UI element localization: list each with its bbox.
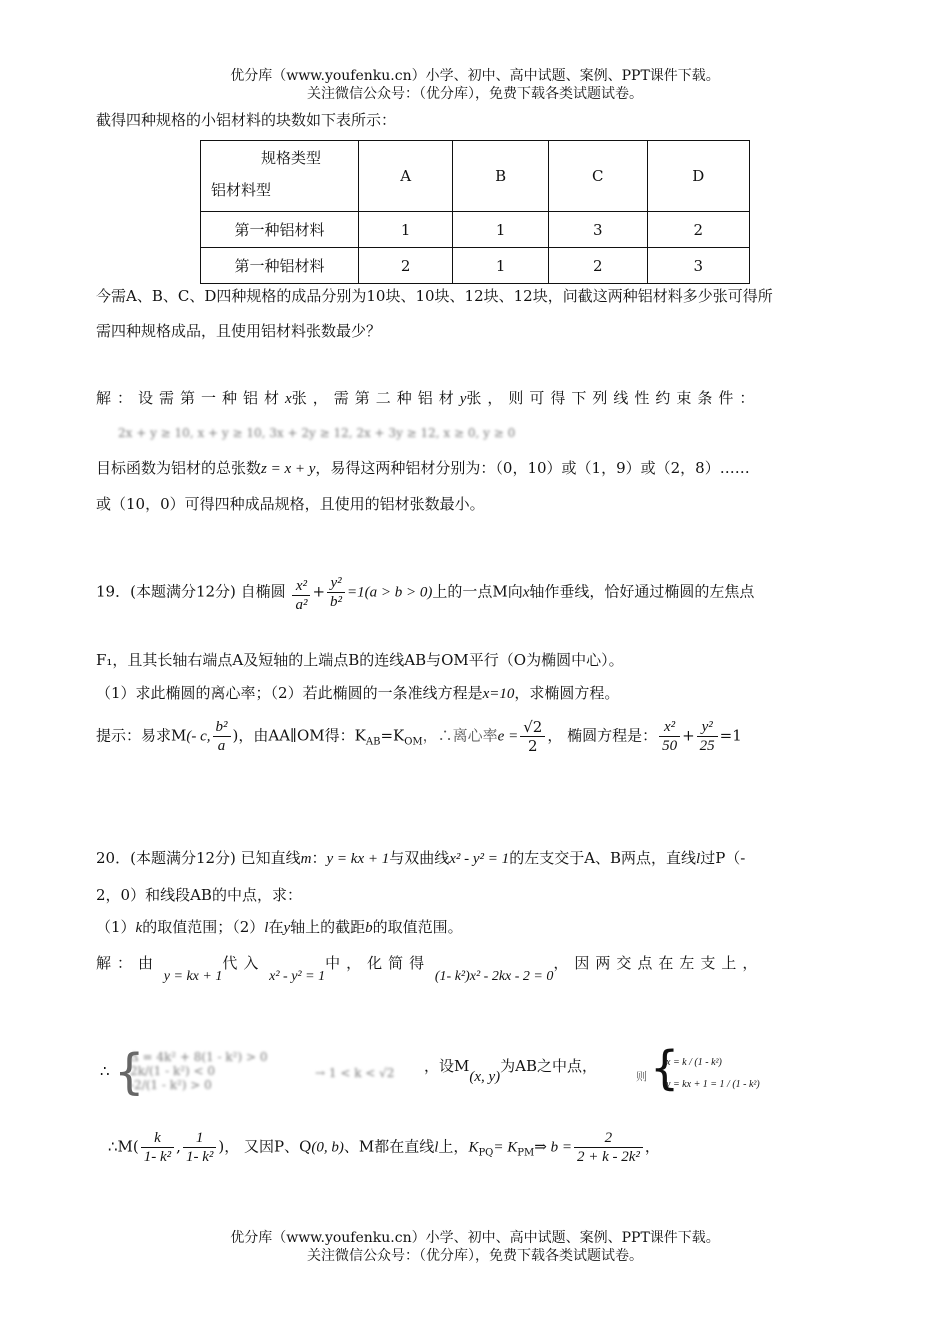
fraction-1 [183,1129,216,1166]
q19-line3-b: ，求椭圆方程。 [514,684,620,702]
obj-text-2: ，易得这两种铝材分别为：（0，10）或（1，9）或（2，8）…… [315,459,750,477]
q18-objective-line-1 [96,457,750,480]
q18-objective-line-2: 或（10，0）可得四种成品规格，且使用的铝材张数最小。 [96,495,485,513]
fraction-y2-b2 [327,574,345,611]
hint-e: e = [497,728,519,745]
table-row [201,212,750,248]
footer-line-1: 优分库（www.youfenku.cn）小学、初中、高中试题、案例、PPT课件下载。 [230,1230,720,1246]
hint-m-open: (- c, [186,728,211,745]
row-label: 第一种铝材料 [201,248,359,284]
colon: ： [311,849,327,867]
mx-equation: x = k / (1 - k²) [666,1057,722,1068]
var-k: k [135,920,143,936]
fraction-sqrt2-2 [520,718,545,755]
q19-text-3: 轴作垂线，恰好通过椭圆的左焦点 [529,582,755,601]
table-cell: 3 [548,212,647,248]
sol-text-mid: 中，化简得 [325,954,431,972]
header-line-1: 优分库（www.youfenku.cn）小学、初中、高中试题、案例、PPT课件下载。 [230,68,720,84]
corner-bottom-label: 铝材料型 [211,181,272,199]
q20-final-line: ∴M( $\frac{k}{\text{1- k²}}$ , $\frac{1}{\text{1- k²}}$ )， 又因P、Q(0, b)、M都在直线l上，$K_{PQ}=$ $K_{PM}\Rightarrow$ b = $\frac{2}{\text{2 + k - 2k²}}$ ， [108,1130,660,1165]
q20-line3-a: （1） [96,918,136,936]
q20-statement-line-2: 2，0）和线段AB的中点，求： [96,886,302,904]
hint-text-4: ， 椭圆方程是： [547,726,658,745]
q20-line3-b: 的取值范围；（2） [142,918,265,936]
table-cell: 2 [359,248,453,284]
table-header-row [201,141,750,212]
blurred-constraints-image: 2x + y ≥ 10, x + y ≥ 10, 3x + 2y ≥ 12, 2x + 3y ≥ 12, x ≥ 0, y ≥ 0 [118,426,516,440]
sub-pq: PQ [478,1147,494,1159]
frac-num: 1 [183,1129,216,1148]
q20-statement-line-1 [96,847,745,870]
table-cell: 2 [548,248,647,284]
fraction-k [141,1129,174,1166]
directrix-eq: x=10 [482,686,515,702]
var-x: x [285,391,292,407]
sol-text-sub: 代入 [222,954,265,972]
frac-num: x² [292,577,310,596]
sub-pm: PM [517,1147,535,1159]
frac-num: y² [697,718,718,737]
var-y: y [459,391,467,407]
frac-den: 25 [699,738,715,754]
corner-cell [201,141,359,212]
frac-num: √2 [520,718,545,737]
sol-text-1: 解：设需第一种铝材 [96,389,286,407]
hyperbola-equation: x² - y² = 1 [449,851,510,867]
corner-top-label: 规格类型 [261,149,322,167]
k-pq: K [468,1139,479,1156]
q20-text-2: 与双曲线 [389,849,450,867]
frac-num: b² [213,718,231,737]
midpoint-coords: (x, y) [469,1069,501,1085]
frac-num: y² [327,574,345,593]
then-label: 则 [636,1070,647,1083]
frac-den: 50 [662,738,678,754]
q-point: (0, b) [311,1139,344,1156]
system-row: -2/(1 - k²) > 0 [130,1078,212,1092]
hyperbola-equation: x² - y² = 1 [269,969,326,984]
fraction-b [574,1129,643,1166]
frac-den: 1- k² [185,1149,214,1165]
q19-statement-line-3 [96,682,619,705]
row-label: 第一种铝材料 [201,212,359,248]
q18-question-line-1: 今需A、B、C、D四种规格的成品分别为10块、10块、12块、12块，问截这两种铝材料多少张可得所 [96,287,773,305]
var-l: l [696,851,701,867]
frac-den: a² [295,597,308,613]
q20-text-1: 20．(本题满分12分) 已知直线 [96,849,301,867]
header-line-2: 关注微信公众号：（优分库），免费下载各类试题试卷。 [307,86,643,102]
frac-den: b² [330,594,343,610]
system-result: → 1 < k < √2 [315,1066,395,1080]
sol-text-3: 张，则可得下列线性约束条件： [466,389,761,407]
system-row: 2k/(1 - k²) < 0 [130,1064,216,1078]
line-equation: y = kx + 1 [326,851,390,867]
q20-line3-e: 的取值范围。 [372,918,463,936]
blurred-system [130,1050,267,1092]
spec-table [200,140,750,284]
var-x: x [522,584,530,601]
var-l: l [264,920,269,936]
footer-line-2: 关注微信公众号：（优分库），免费下载各类试题试卷。 [307,1248,643,1264]
column-header: D [647,141,749,212]
table-cell: 3 [647,248,749,284]
q18-question-line-2: 需四种规格成品，且使用铝材料张数最少？ [96,322,382,340]
therefore-symbol: ∴ [100,1062,110,1080]
q18-solution-line [96,387,854,410]
column-header: B [453,141,549,212]
q19-hint-line [96,718,742,755]
sol-text-a: 解：由 [96,954,160,972]
mid-text-b: 为AB之中点， [500,1057,598,1075]
var-m: m [300,851,312,867]
obj-equation: z = x + y [261,461,316,477]
sol-text-2: 张，需第二种铝材 [291,389,460,407]
q19-statement-line-1 [96,571,754,614]
frac-num: 2 [574,1129,643,1148]
k-eq: = K [493,1139,518,1156]
left-brace: { [650,1041,680,1095]
table-cell: 1 [453,248,549,284]
hint-text-1: 提示：易求M [96,726,187,745]
midpoint-text [424,1055,598,1085]
my-equation: y = kx + 1 = 1 / (1 - k²) [666,1079,760,1090]
mid-text-a: ，设M [424,1057,470,1075]
q19-text-1: 19．(本题满分12分) 自椭圆 [96,582,286,601]
frac-den: 1- k² [143,1149,172,1165]
table-row [201,248,750,284]
fraction-b2-a [213,718,231,755]
left-brace: { [114,1044,145,1100]
obj-text-1: 目标函数为铝材的总张数 [96,459,262,477]
q19-statement-line-2: F₁，且其长轴右端点A及短轴的上端点B的连线AB与OM平行（O为椭圆中心）。 [96,651,624,669]
hint-text-2: ，由AA∥OM得：K [238,726,366,745]
mcoord-text-c: 、M都在直线 [343,1137,435,1156]
mcoord-close: )， 又因P、Q [218,1137,312,1156]
fraction-x2-50 [659,718,680,755]
system-row: Δ = 4k² + 8(1 - k²) > 0 [130,1050,268,1064]
q19-text-2: 上的一点M向 [432,582,523,601]
mcoord-text-d: 上， [438,1137,469,1156]
midpoint-equations [666,1052,760,1096]
frac-num: x² [659,718,680,737]
var-l: l [434,1139,439,1156]
table-cell: 2 [647,212,749,248]
q20-text-4: 过P（- [700,849,746,867]
condition: (a > b > 0) [364,584,433,601]
q18-intro: 截得四种规格的小铝材料的块数如下表所示： [96,111,397,129]
var-y: y [283,920,291,936]
equals-one: =1 [347,584,365,601]
hint-text-3: ，∴离心率 [422,726,498,745]
q20-text-3: 的左支交于A、B两点，直线 [509,849,697,867]
column-header: A [359,141,453,212]
implies-b: ⇒ b = [534,1139,572,1156]
equals-one: =1 [719,726,742,745]
frac-num: k [141,1129,174,1148]
q19-line3-a: （1）求此椭圆的离心率；（2）若此椭圆的一条准线方程是 [96,684,483,702]
frac-den: a [217,738,226,754]
frac-den: 2 [527,737,538,755]
table-cell: 1 [453,212,549,248]
end-comma: ， [644,1137,660,1156]
sol-text-end: ，因两交点在左支上， [553,954,764,972]
column-header: C [548,141,647,212]
hint-eq: =K [380,726,405,745]
line-equation: y = kx + 1 [163,969,223,984]
frac-den: 2 + k - 2k² [576,1149,640,1165]
var-b: b [365,920,373,936]
plus-sign: + [312,582,326,601]
q20-statement-line-3 [96,916,463,939]
q20-line3-c: 在 [268,918,284,936]
fraction-y2-25 [697,718,718,755]
plus-sign: + [682,726,695,745]
simplified-equation: (1- k²)x² - 2kx - 2 = 0 [434,969,554,984]
table-cell: 1 [359,212,453,248]
sub-ab: AB [365,736,381,748]
hint-m-close: ) [232,726,239,745]
q20-solution-line [96,952,764,984]
sub-om: OM [404,736,423,748]
q20-line3-d: 轴上的截距 [290,918,366,936]
mcoord-open: ∴M( [108,1137,139,1156]
fraction-x2-a2 [292,577,310,614]
